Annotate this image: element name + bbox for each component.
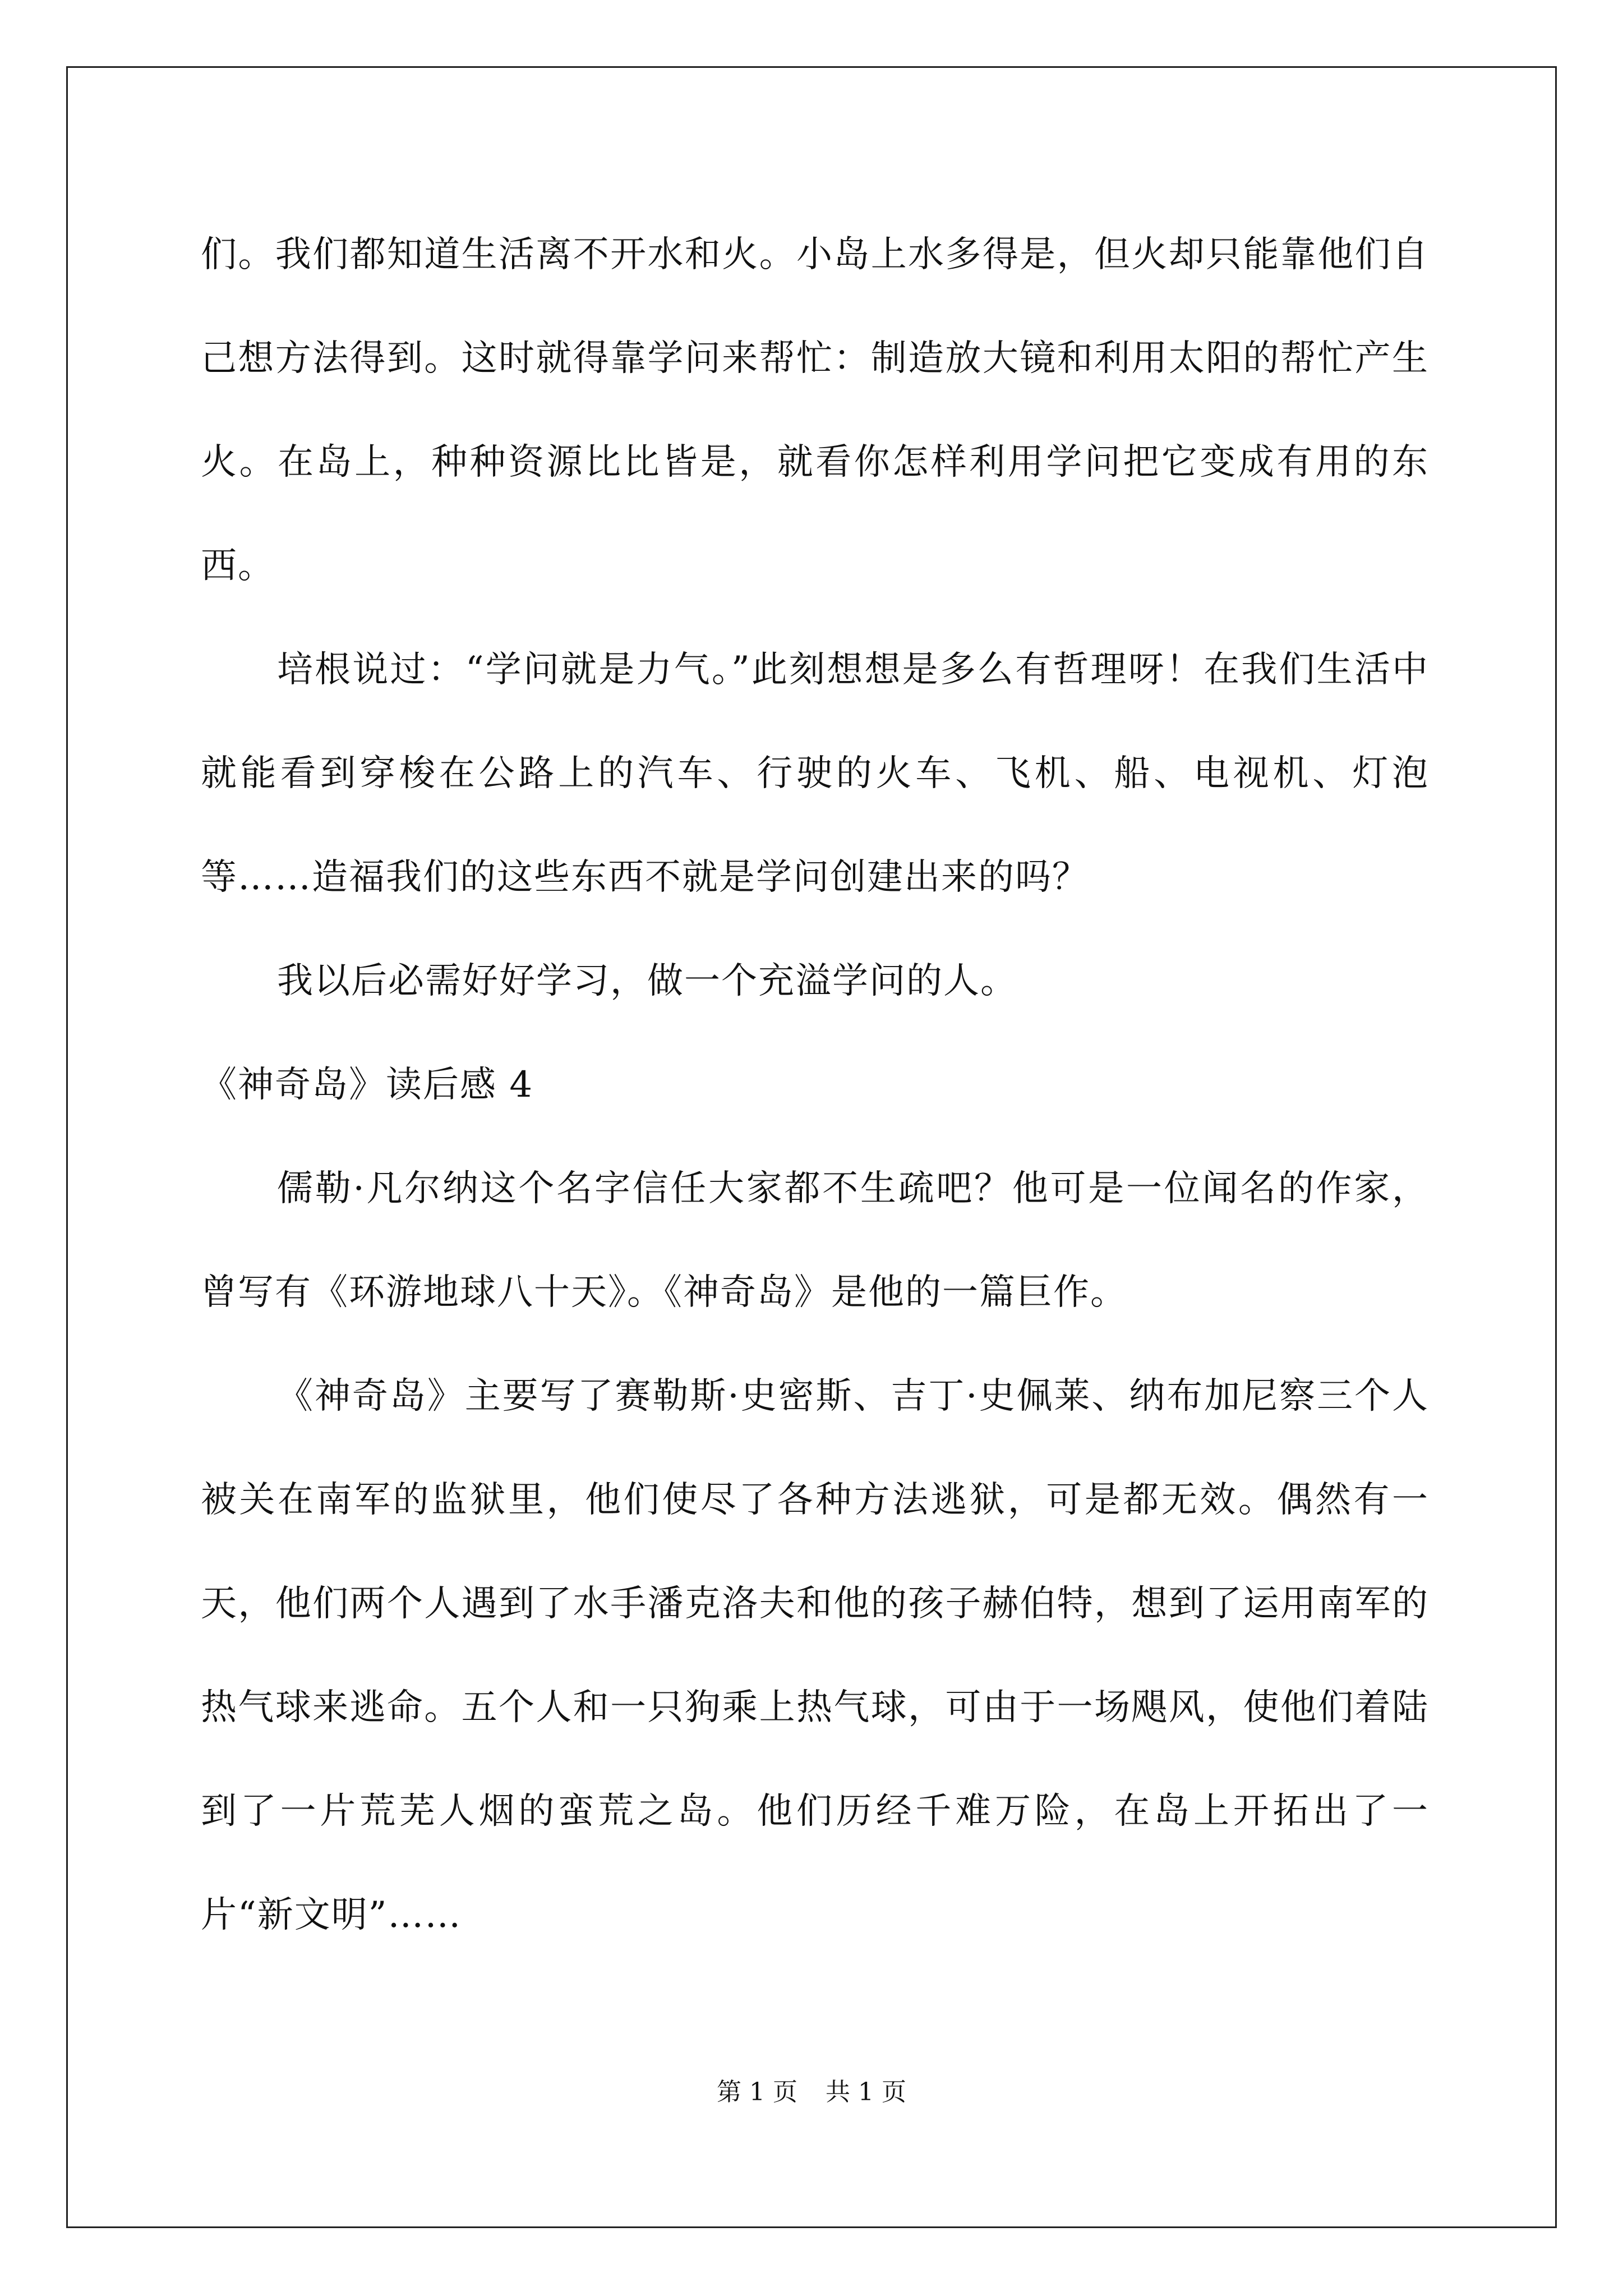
page-number: 第 1 页 xyxy=(717,2078,797,2106)
section-title: 《神奇岛》读后感 4 xyxy=(201,1064,534,1106)
paragraph-author-intro: 儒勒·凡尔纳这个名字信任大家都不生疏吧？他可是一位闻名的作家，曾写有《环游地球八十天》。《神奇岛》是他的一篇巨作。 xyxy=(201,1168,1429,1313)
paragraph-resolution: 我以后必需好好学习，做一个充溢学问的人。 xyxy=(277,960,1017,1002)
paragraph-bacon-quote: 培根说过：“学问就是力气。”此刻想想是多么有哲理呀！在我们生活中就能看到穿梭在公路上的汽车、行驶的火车、飞机、船、电视机、灯泡等……造福我们的这些东西不就是学问创建出来的吗？ xyxy=(201,649,1429,898)
paragraph-plot-summary: 《神奇岛》主要写了赛勒斯·史密斯、吉丁·史佩莱、纳布加尼察三个人被关在南军的监狱里，他们使尽了各种方法逃狱，可是都无效。偶然有一天，他们两个人遇到了水手潘克洛夫和他的孩子赫伯特，想到了运用南军的热气球来逃命。五个人和一只狗乘上热气球，可由于一场飓风，使他们着陆到了一片荒芜人烟的蛮荒之岛。他们历经千难万险，在岛上开拓出了一片“新文明”…… xyxy=(201,1375,1429,1936)
page-footer xyxy=(0,2076,1623,2109)
document-body xyxy=(201,203,1429,1967)
page-total: 共 1 页 xyxy=(826,2078,906,2106)
paragraph-continuation: 们。我们都知道生活离不开水和火。小岛上水多得是，但火却只能靠他们自己想方法得到。这时就得靠学问来帮忙：制造放大镜和利用太阳的帮忙产生火。在岛上，种种资源比比皆是，就看你怎样利用学问把它变成有用的东西。 xyxy=(201,234,1429,587)
